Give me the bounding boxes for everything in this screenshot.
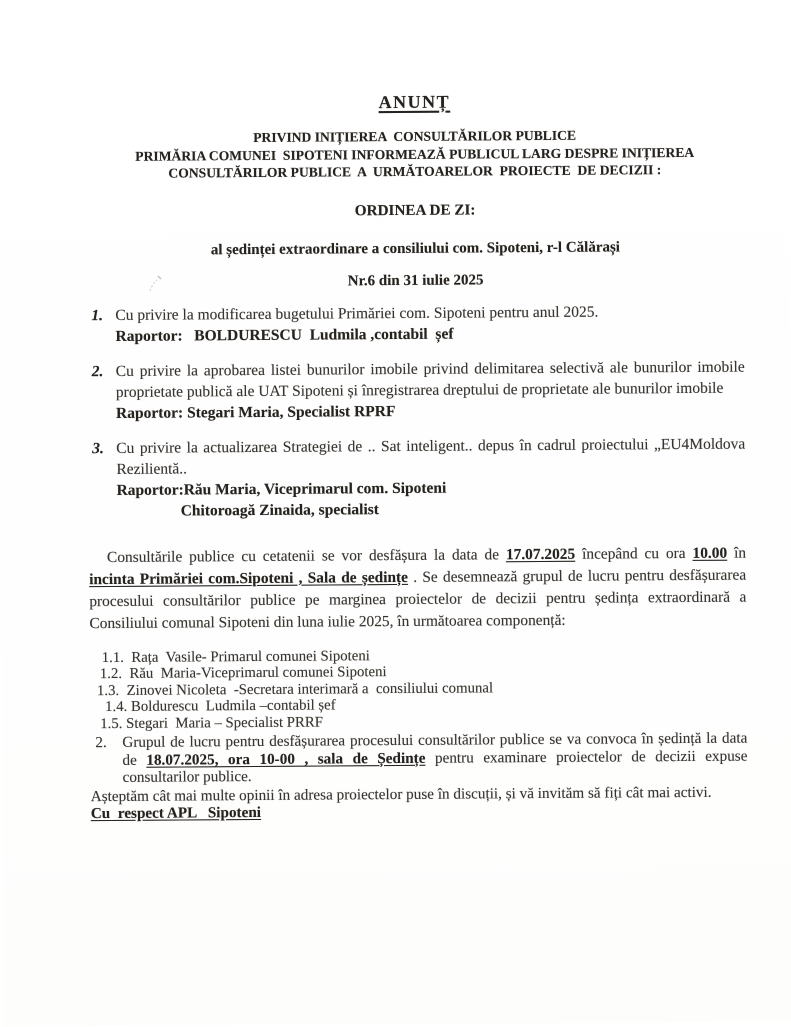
second-agenda-point-number: 2. <box>95 734 107 752</box>
signoff-line: Cu respect APL Sipoteni <box>90 804 262 823</box>
agenda-item-number: 3. <box>92 439 104 457</box>
session-line: al ședinței extraordinare a consiliului com. Sipoteni, r-l Călărași <box>210 238 621 258</box>
working-group-item-number: 1.4. <box>105 699 128 716</box>
subtitle-line: CONSULTĂRILOR PUBLICE A URMĂTOARELOR PROIECTE DE DECIZII : <box>168 162 662 181</box>
second-agenda-point <box>90 730 747 787</box>
consultation-tail: . Se desemnează grupul de lucru pentru desfășurarea procesului consultărilor publice pe marginea proiectelor de decizii pentru ședința extraordinară a Consiliului comunal Sipoteni din luna iulie 2025, în următoarea componență: <box>89 566 747 632</box>
agenda-list <box>87 300 745 522</box>
working-group-list <box>90 645 748 732</box>
pencil-smudge <box>146 271 168 295</box>
second-point-lead: Grupul de lucru pentru desfășurarea procesului consultărilor publice se va convoca în ședință la data de <box>122 729 748 769</box>
agenda-item-text: Cu privire la actualizarea Strategiei de .. Sat inteligent.. depus în cadrul proiectului „EU4Moldova Rezilientă.. <box>116 435 746 478</box>
consultation-venue: incinta Primăriei com.Sipoteni , Sala de ședințe <box>89 568 409 588</box>
consultation-paragraph <box>89 542 747 635</box>
agenda-heading: ORDINEA DE ZI: <box>354 200 476 219</box>
working-group-item-name: Stegari Maria – Specialist PRRF <box>122 714 324 732</box>
meeting-datetime: 18.07.2025, ora 10-00 , sala de Ședințe <box>146 749 426 769</box>
document-title: ANUNȚ <box>378 91 451 113</box>
agenda-item <box>87 300 744 347</box>
agenda-item <box>88 433 746 522</box>
consultation-time: 10.00 <box>692 544 728 562</box>
agenda-item-text: Cu privire la aprobarea listei bunurilor imobile privind delimitarea selectivă ale bunurilor imobile proprietate publică ale UAT Sipoteni și înregistrarea dreptului de proprietate ale bunurilor imobile <box>115 358 745 401</box>
working-group-item-name: Boldurescu Ludmila –contabil șef <box>127 697 336 716</box>
working-group-item-name: Rața Vasile- Primarul comunei Sipoteni <box>123 648 370 666</box>
agenda-item-number: 2. <box>91 362 104 380</box>
second-point-tail: pentru examinare proiectelor de decizii expuse consultarilor publice. <box>122 747 748 787</box>
consultation-mid: începând cu ora <box>575 544 693 563</box>
agenda-item-number: 1. <box>91 306 104 324</box>
agenda-item-text: Cu privire la modificarea bugetului Primăriei com. Sipoteni pentru anul 2025. <box>115 303 599 324</box>
closing-appeal: Așteptăm cât mai multe opinii în adresa proiectelor puse în discuții, și vă invităm să fiți cât mai activi. <box>90 783 712 806</box>
consultation-lead: Consultările publice cu cetatenii se vor desfășura la data de <box>106 545 506 566</box>
raportor-line: Raportor: Stegari Maria, Specialist RPRF <box>115 402 396 422</box>
document-number-line: Nr.6 din 31 iulie 2025 <box>347 271 484 289</box>
working-group-item-number: 1.2. <box>99 666 123 683</box>
raportor-line: Raportor: BOLDURESCU Ludmila ,contabil șef <box>115 325 454 345</box>
consultation-date: 17.07.2025 <box>505 545 576 563</box>
agenda-item <box>88 356 745 424</box>
document-subtitle-block <box>86 126 743 183</box>
working-group-item <box>100 711 747 732</box>
consultation-mid: în <box>727 544 747 562</box>
working-group-item-number: 1.1. <box>101 649 124 666</box>
working-group-item-name: Zinovei Nicoleta -Secretara interimară a consiliului comunal <box>119 680 494 699</box>
subtitle-line: PRIVIND INIȚIEREA CONSULTĂRILOR PUBLICE <box>253 127 577 145</box>
subtitle-line: PRIMĂRIA COMUNEI SIPOTENI INFORMEAZĂ PUBLICUL LARG DESPRE INIȚIEREA <box>135 144 695 164</box>
raportor-line-secondary: Chitoroagă Zinaida, specialist <box>180 500 379 520</box>
second-agenda-point-text <box>122 730 747 787</box>
working-group-item-number: 1.5. <box>100 715 123 732</box>
working-group-item-number: 1.3. <box>96 682 120 699</box>
working-group-item-name: Rău Maria-Viceprimarul comunei Sipoteni <box>121 664 387 683</box>
raportor-line: Raportor:Rău Maria, Viceprimarul com. Sipoteni <box>116 479 447 499</box>
